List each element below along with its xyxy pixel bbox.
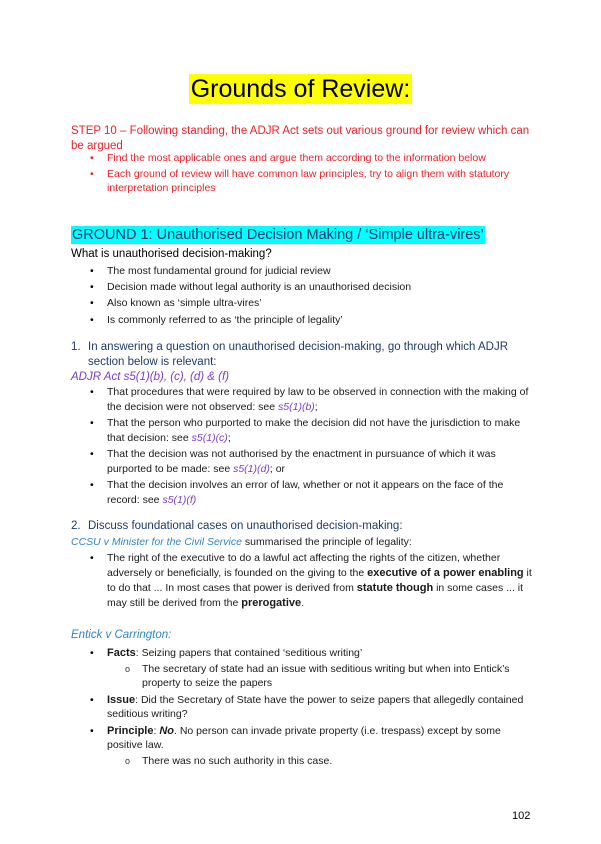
- adjr-bullets: [90, 385, 530, 509]
- list-item: • Find the most applicable ones and argue them according to the information below: [90, 151, 530, 165]
- list-item: • That the decision involves an error of law, whether or not it appears on the face of the record: see s5(1)(f): [90, 478, 530, 507]
- case-name-ccsu: CCSU v Minister for the Civil Service: [71, 536, 242, 548]
- list-item: • That the decision was not authorised by the enactment in pursuance of which it was purported to be made: see s5(1)(d); or: [90, 447, 530, 476]
- ground-heading-block: [71, 226, 485, 244]
- section-2-number: 2.: [71, 520, 81, 532]
- section-2-text: Discuss foundational cases on unauthorised decision-making:: [88, 520, 403, 532]
- section-1-number: 1.: [71, 341, 81, 353]
- list-item: • That procedures that were required by law to be observed in connection with the making of the decision were not observed: see s5(1)(b);: [90, 385, 530, 414]
- title-block: [0, 74, 601, 104]
- section-ref: s5(1)(b): [278, 400, 315, 413]
- list-item: • That the person who purported to make the decision did not have the jurisdiction to make that decision: see s5(1)(c);: [90, 416, 530, 445]
- principle-item: • Principle: No. No person can invade private property (i.e. trespass) except by some positive law. o There was no such authority in this case.: [90, 724, 530, 769]
- section-ref: s5(1)(d): [233, 462, 270, 475]
- ground-heading: GROUND 1: Unauthorised Decision Making / ‘Simple ultra-vires’: [72, 227, 484, 243]
- sub-item: o The secretary of state had an issue with seditious writing but when into Entick’s property to seize the papers: [125, 662, 530, 691]
- principle-subbullets: [107, 754, 530, 769]
- section-ref: s5(1)(f): [162, 493, 197, 506]
- list-item: • The most fundamental ground for judicial review: [90, 264, 530, 278]
- list-item: • The right of the executive to do a lawful act affecting the rights of the citizen, whether adversely or beneficially, is founded on the giving to the executive of a power enabling it to do that ... In most cases that power is derived from statute though in some cases ... it may still be derived from the prerogative.: [90, 551, 535, 611]
- definition-bullets: [90, 264, 530, 329]
- step-bullets: [90, 151, 530, 197]
- list-item: • Also known as ‘simple ultra-vires’: [90, 296, 530, 310]
- section-1-text: In answering a question on unauthorised decision-making, go through which ADJR section below is relevant:: [88, 341, 509, 368]
- entick-bullets: [90, 646, 530, 770]
- sub-item: o There was no such authority in this case.: [125, 754, 530, 769]
- section-ref: s5(1)(c): [191, 431, 228, 444]
- list-item: • Each ground of review will have common law principles, try to align them with statutory interpretation principles: [90, 167, 530, 195]
- question-heading: What is unauthorised decision-making?: [71, 248, 272, 260]
- section-1-heading: [71, 340, 541, 369]
- ccsu-case-line: CCSU v Minister for the Civil Service summarised the principle of legality:: [71, 536, 412, 548]
- facts-item: • Facts: Seizing papers that contained ‘seditious writing’ o The secretary of state had an issue with seditious writing but when into Entick’s property to seize the papers: [90, 646, 530, 691]
- adjr-act-reference: ADJR Act s5(1)(b), (c), (d) & (f): [71, 371, 230, 383]
- list-item: • Decision made without legal authority is an unauthorised decision: [90, 280, 530, 294]
- section-2-heading: [71, 519, 541, 533]
- facts-subbullets: [107, 662, 530, 691]
- page-number: 102: [512, 810, 531, 822]
- case-name-entick: Entick v Carrington:: [71, 629, 172, 641]
- page-title: Grounds of Review:: [190, 75, 411, 103]
- step-heading: STEP 10 – Following standing, the ADJR Act sets out various ground for review which can be argued: [71, 125, 530, 152]
- issue-item: • Issue: Did the Secretary of State have the power to seize papers that allegedly contained seditious writing?: [90, 693, 530, 722]
- ccsu-bullets: [90, 551, 535, 611]
- list-item: • Is commonly referred to as ‘the principle of legality’: [90, 313, 530, 327]
